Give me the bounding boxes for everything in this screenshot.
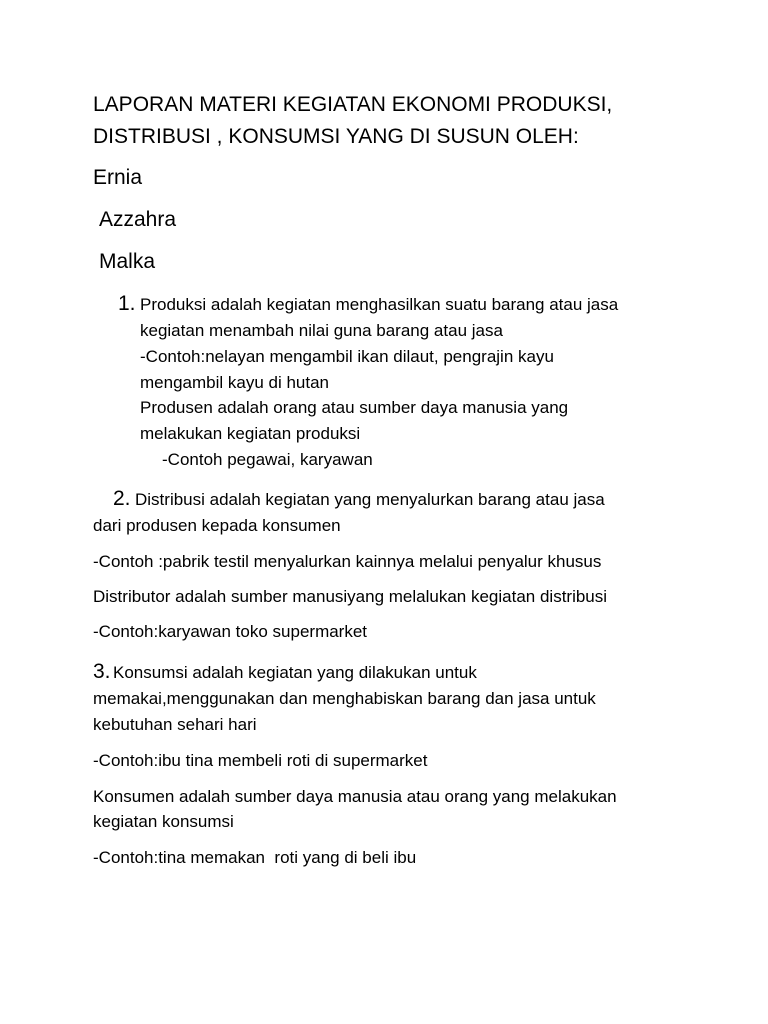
section-3-line: memakai,menggunakan dan menghabiskan barang dan jasa untuk bbox=[93, 689, 596, 708]
section-3-line: kegiatan konsumsi bbox=[93, 812, 234, 831]
author-name: Malka bbox=[99, 250, 156, 273]
section-1-line: kegiatan menambah nilai guna barang atau jasa bbox=[140, 321, 503, 340]
section-3-line: -Contoh:tina memakan roti yang di beli ibu bbox=[93, 848, 417, 867]
section-3-line: -Contoh:ibu tina membeli roti di supermarket bbox=[93, 751, 428, 770]
section-2-line: dari produsen kepada konsumen bbox=[93, 516, 341, 535]
section-1-number: 1. bbox=[118, 292, 136, 315]
section-1-line: -Contoh pegawai, karyawan bbox=[162, 450, 373, 469]
section-1-line: -Contoh:nelayan mengambil ikan dilaut, pengrajin kayu bbox=[140, 347, 554, 366]
section-3-line: Konsumen adalah sumber daya manusia atau orang yang melakukan bbox=[93, 787, 617, 806]
section-2-line: -Contoh :pabrik testil menyalurkan kainnya melalui penyalur khusus bbox=[93, 552, 602, 571]
section-1-line: melakukan kegiatan produksi bbox=[140, 424, 361, 443]
section-1-line: Produksi adalah kegiatan menghasilkan suatu barang atau jasa bbox=[140, 295, 619, 314]
section-1-line: Produsen adalah orang atau sumber daya manusia yang bbox=[140, 398, 569, 417]
section-2-line: -Contoh:karyawan toko supermarket bbox=[93, 622, 368, 641]
section-2-line: Distribusi adalah kegiatan yang menyalurkan barang atau jasa bbox=[135, 490, 605, 509]
document-title-line-2: DISTRIBUSI , KONSUMSI YANG DI SUSUN OLEH: bbox=[93, 125, 579, 148]
section-2-number: 2. bbox=[113, 487, 131, 510]
document-title-line-1: LAPORAN MATERI KEGIATAN EKONOMI PRODUKSI, bbox=[93, 93, 613, 116]
author-name: Azzahra bbox=[99, 208, 177, 231]
author-name: Ernia bbox=[93, 166, 143, 189]
section-2-line: Distributor adalah sumber manusiyang melalukan kegiatan distribusi bbox=[93, 587, 608, 606]
section-3-number: 3. bbox=[93, 660, 111, 683]
section-1-line: mengambil kayu di hutan bbox=[140, 373, 330, 392]
section-3-line: kebutuhan sehari hari bbox=[93, 715, 257, 734]
section-3-line: Konsumsi adalah kegiatan yang dilakukan untuk bbox=[113, 663, 477, 682]
